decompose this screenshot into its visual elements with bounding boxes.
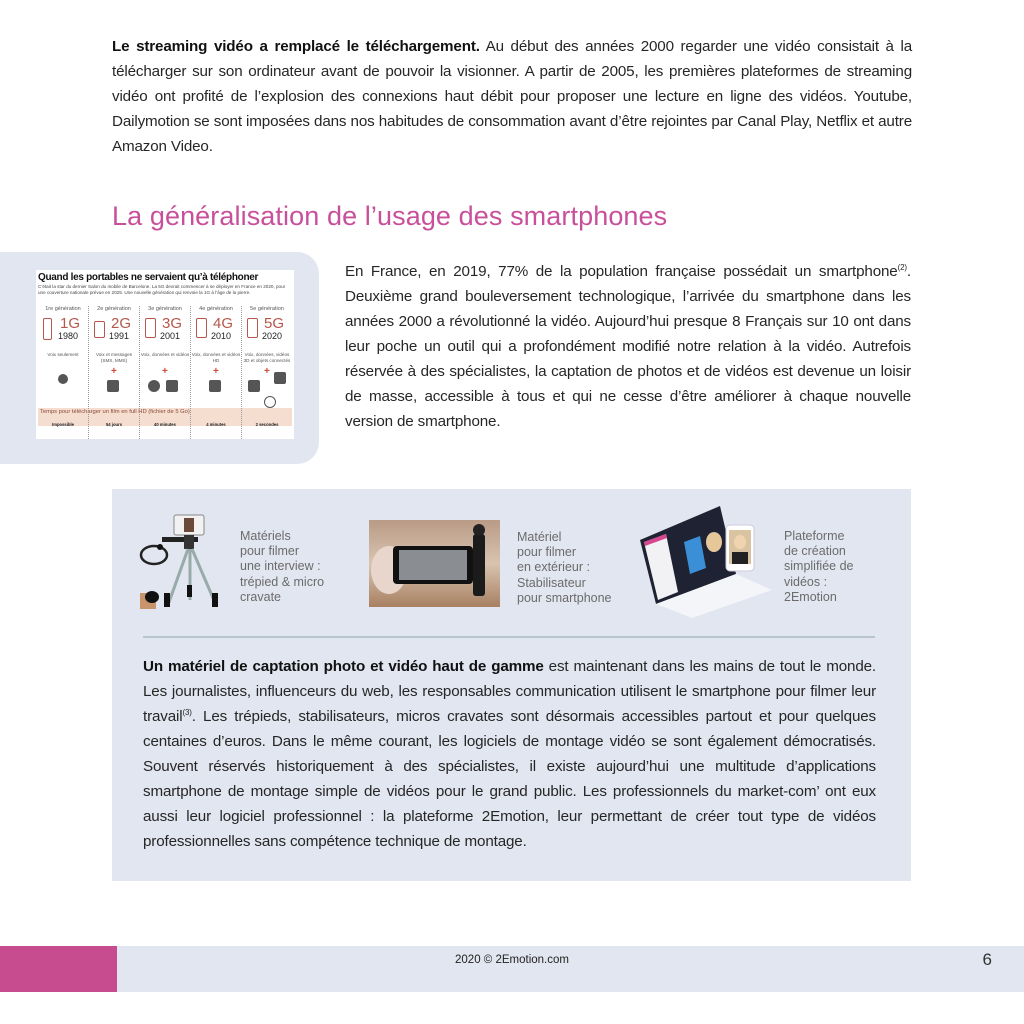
- generation-desc: Voix et messages (SMS, MMS): [95, 352, 132, 363]
- plus-icon: +: [264, 366, 270, 377]
- generation-year: 1980: [58, 331, 79, 341]
- generation-column: [89, 306, 139, 439]
- tripod-microphone-image: [138, 505, 230, 613]
- generation-desc: Voix, données et vidéos HD: [191, 352, 241, 363]
- generation-column: [242, 306, 292, 439]
- generation-name: 3G: [162, 315, 183, 332]
- box-text-a: est maintenant dans les mains de tout le monde. Les journalistes, influenceurs du web, les responsables communication utilisent le smartphone pour filmer leur travail: [143, 658, 876, 725]
- generation-label: 1re génération: [45, 306, 81, 312]
- generation-name: 4G: [213, 315, 234, 332]
- generation-year: 2020: [262, 331, 283, 341]
- generation-desc: Voix, données, vidéos 3D et objets connectés: [243, 352, 291, 363]
- page-number: 6: [982, 950, 992, 969]
- connected-car-icon: [274, 372, 286, 384]
- generation-name: 5G: [264, 315, 285, 332]
- generation-year: 2010: [211, 331, 232, 341]
- generation-desc: Voix seulement: [47, 352, 79, 357]
- generation-name: 2G: [111, 315, 132, 332]
- download-time: 4 minutes: [206, 422, 226, 427]
- generation-label: 3e génération: [148, 306, 182, 312]
- smartphone-paragraph: [345, 259, 911, 434]
- box-text-b: . Les trépieds, stabilisateurs, micros cravates sont désormais accessibles partout et pour quelques centaines d’euros. Dans le même courant, les logiciels de montage vidéo se sont également démocratisés. Souvent réservés historiquement à des spécialistes, il existe aujourd’hui une multitude d’applications smartphone de montage simple de vidéos pour le grand public. Les professionnels du market-com’ ont eux aussi leur logiciel professionnel : la plateforme 2Emotion, leur permettant de créer tout type de vidéos professionnelles sans compétence technique de montage.: [143, 708, 876, 850]
- stabilizer-photo: [369, 520, 500, 607]
- equipment-caption-stabilizer: Matériel pour filmer en extérieur : Stabilisateur pour smartphone: [517, 530, 612, 605]
- footnote-ref[interactable]: (3): [182, 708, 192, 717]
- phone-icon: [94, 321, 105, 338]
- infographic-title: Quand les portables ne servaient qu’à téléphoner: [38, 272, 259, 283]
- plus-icon: +: [213, 366, 219, 377]
- hd-video-icon: [209, 380, 221, 392]
- generation-label: 5e génération: [250, 306, 284, 312]
- equipment-caption-platform: Plateforme de création simplifiée de vidéos : 2Emotion: [784, 529, 854, 604]
- generation-column: [140, 306, 190, 439]
- generation-label: 2e génération: [97, 306, 131, 312]
- section-heading: La généralisation de l’usage des smartphones: [112, 201, 668, 231]
- generation-name: 1G: [60, 315, 81, 332]
- download-time-title: Temps pour télécharger un film en full HD (fichier de 5 Go): [40, 409, 190, 415]
- box-paragraph: [143, 654, 876, 854]
- download-time: Impossible: [52, 422, 74, 427]
- download-time: 54 jours: [105, 422, 123, 427]
- smartphone-text-b: . Deuxième grand bouleversement technologique, l’arrivée du smartphone dans les années 2000 a révolutionné la vidéo. Aujourd’hui presque 8 Français sur 10 ont dans leur poche un outil qui a profondément modifié notre relation à la vidéo. Autrefois réservée à des spécialistes, la captation de photos et de vidéos est devenue un loisir de masse, accessible à tous et qui ne cesse d’être améliorer à chaque nouvelle version de smartphone.: [345, 263, 911, 430]
- generation-year: 2001: [160, 331, 181, 341]
- generation-column: [191, 306, 241, 439]
- platform-laptop-image: [636, 500, 776, 620]
- phone-icon: [43, 318, 52, 340]
- divider: [143, 636, 875, 638]
- video-icon: [166, 380, 178, 392]
- generation-desc: Voix, données et vidéos: [140, 352, 190, 357]
- footer-copyright[interactable]: 2020 © 2Emotion.com: [455, 954, 569, 966]
- footer-accent-block: [0, 946, 117, 992]
- box-bold-lead: Un matériel de captation photo et vidéo haut de gamme: [143, 658, 544, 675]
- footnote-ref[interactable]: (2): [897, 263, 907, 272]
- phone-call-icon: [58, 374, 68, 384]
- smartphone-text-a: En France, en 2019, 77% de la population française possédait un smartphone: [345, 263, 898, 280]
- globe-icon: [148, 380, 160, 392]
- phone-icon: [247, 318, 258, 338]
- download-time: 2 secondes: [255, 422, 279, 427]
- generation-label: 4e génération: [199, 306, 233, 312]
- iot-network-icon: [264, 396, 276, 408]
- phone-icon: [145, 318, 156, 338]
- equipment-caption-tripod: Matériels pour filmer une interview : trépied & micro cravate: [240, 529, 325, 604]
- generation-column: [38, 306, 88, 439]
- download-time: 40 minutes: [154, 422, 176, 427]
- plus-icon: +: [111, 366, 117, 377]
- intro-paragraph: [112, 34, 912, 159]
- plus-icon: +: [162, 366, 168, 377]
- generation-year: 1991: [109, 331, 130, 341]
- infographic-image: [36, 270, 294, 439]
- message-icon: [107, 380, 119, 392]
- page-footer: [0, 946, 1024, 992]
- phone-icon: [196, 318, 207, 338]
- infographic-subtitle: C’était la star du dernier Salon du mobile de Barcelone. La 5G devrait commencer à se déployer en France en 2020, pour une couverture nationale prévue en 2025. Une nouvelle génération qui renvoie la 1G à l’âge de la pierre.: [38, 284, 286, 295]
- intro-text: Au début des années 2000 regarder une vidéo consistait à la télécharger sur son ordinateur avant de pouvoir la visionner. A partir de 2005, les premières plateformes de streaming vidéo ont profité de l’explosion des connexions haut débit pour proposer une lecture en ligne des vidéos. Youtube, Dailymotion se sont imposées dans nos habitudes de consommation avant d’être rejointes par Canal Play, Netflix et autre Amazon Video.: [112, 38, 913, 155]
- intro-bold-lead: Le streaming vidéo a remplacé le téléchargement.: [112, 38, 480, 55]
- 3d-video-icon: [248, 380, 260, 392]
